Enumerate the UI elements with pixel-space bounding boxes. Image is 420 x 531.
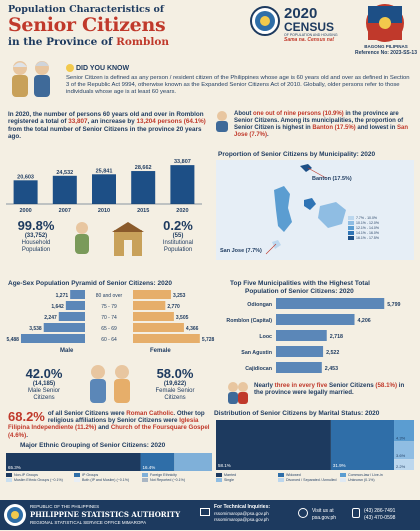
marital-chart xyxy=(216,420,414,470)
map-panel xyxy=(216,160,414,260)
pyramid-male-bar xyxy=(59,312,85,321)
mar-leg-2: Widowed xyxy=(286,473,301,477)
male-pct: 42.0% xyxy=(25,366,63,381)
married-text xyxy=(254,382,414,396)
psa-seal-icon xyxy=(252,8,278,34)
pyramid-female-bar xyxy=(133,323,184,332)
top5-category-label: Looc xyxy=(259,334,272,340)
top5-category-label: Cajidiocan xyxy=(245,366,272,372)
pyramid-age-label: 70 - 74 xyxy=(101,315,117,321)
lightbulb-icon xyxy=(66,64,74,72)
pyramid-male-value: 1,271 xyxy=(55,293,69,299)
religion-p4: . xyxy=(26,431,28,439)
did-you-know-title xyxy=(66,64,129,72)
pyramid-age-label: 80 and over xyxy=(95,293,123,299)
top5-bar xyxy=(276,298,384,309)
female-pct: 58.0% xyxy=(156,366,194,381)
sun-icon xyxy=(368,6,402,40)
top5-bar xyxy=(276,362,322,373)
eth-leg-3: Foreign Ethnicity xyxy=(150,473,177,477)
oin-v3: San Jose (7.7%) xyxy=(234,125,409,138)
romblon-island xyxy=(304,198,316,210)
tablas-island xyxy=(274,186,292,232)
pyramid-female-bar xyxy=(133,312,174,321)
map-legend-4: 14.1% - 16.0% xyxy=(356,231,379,235)
visit-line-2[interactable]: psa.gov.ph xyxy=(312,515,337,521)
sibuyan-island xyxy=(318,202,346,228)
marital-legend-row-2 xyxy=(216,478,416,483)
top5-bar-chart xyxy=(216,296,414,376)
oin-v1: one out of nine persons (10.9%) xyxy=(253,111,344,117)
trend-bar xyxy=(170,165,194,204)
top5-value-label: 4,206 xyxy=(357,318,371,324)
married-couple-icon xyxy=(224,380,252,406)
ring-icon xyxy=(224,380,252,406)
marital-legend xyxy=(216,473,416,483)
male-kpi xyxy=(10,366,78,402)
couple-icon xyxy=(80,362,140,406)
marital-stacked-bar xyxy=(216,420,414,470)
top5-value-label: 2,453 xyxy=(324,366,339,372)
census-year: 2020 xyxy=(284,5,318,22)
pyramid-male-value: 2,247 xyxy=(44,315,57,321)
title-place: Romblon xyxy=(116,36,169,48)
psa-footer-logo xyxy=(4,504,26,526)
visit-line-1: Visit us at xyxy=(312,508,334,514)
eth-leg-2: IP Groups xyxy=(82,473,99,477)
census-tagline: Sama na. Census na! xyxy=(284,37,335,43)
trend-p1: In 2020, the number of persons 60 years old and over in Romblon registered a total of xyxy=(8,111,204,126)
trend-category-label: 2010 xyxy=(97,208,111,214)
ethnic-main-label: 65.3% xyxy=(8,465,21,470)
inquiries-email-2[interactable]: rssomimaropa@psa.gov.ph xyxy=(214,517,269,522)
house-icon xyxy=(62,220,102,260)
institutional-label-1: Institutional xyxy=(162,240,194,246)
male-label-1: Male Senior xyxy=(27,388,60,394)
trend-category-label: 2015 xyxy=(137,208,150,214)
trend-value-label: 20,603 xyxy=(17,174,35,181)
map-legend-2: 10.1% - 12.0% xyxy=(356,221,379,225)
mar-leg-6: Unknown (0.1%) xyxy=(348,478,375,482)
oin-p3: and lowest in xyxy=(355,125,398,131)
pyramid-male-bar xyxy=(21,334,85,343)
trend-value-label: 28,662 xyxy=(134,165,152,172)
pyramid-male-value: 3,538 xyxy=(29,326,42,332)
org-line-2: PHILIPPINE STATISTICS AUTHORITY xyxy=(30,510,181,519)
census-sub: OF POPULATION AND HOUSING xyxy=(284,33,338,37)
ethnic-legend-row-2 xyxy=(6,478,216,483)
top5-bar xyxy=(276,330,327,341)
ethnic-bar xyxy=(6,453,212,471)
mar-leg-3: Common-law / Live-in xyxy=(348,473,383,477)
institutional-label-2: Population xyxy=(163,247,193,253)
institutional-kpi xyxy=(146,218,210,270)
household-pct: 99.8% xyxy=(17,218,55,233)
elderly-pair-icon xyxy=(80,362,140,406)
census-word: CENSUS xyxy=(284,20,335,34)
org-line-1: REPUBLIC OF THE PHILIPPINES xyxy=(30,504,100,509)
married-p3: in the province were legally married. xyxy=(254,382,405,397)
marital-title: Distribution of Senior Citizens by Marital Status: 2020 xyxy=(214,410,380,417)
male-label-2: Citizens xyxy=(33,395,55,401)
eth-leg-5: Both (IP and Muslim) (~0.1%) xyxy=(82,478,130,482)
title-line-1: Population Characteristics of xyxy=(8,4,164,15)
banton-label: Banton (17.5%) xyxy=(312,176,352,182)
trend-bar-chart xyxy=(6,138,202,214)
mar-leg-4: Single xyxy=(224,478,234,482)
institutional-pct: 0.2% xyxy=(163,218,193,233)
eth-leg-1: Non-IP Groups xyxy=(14,473,38,477)
sanjose-label: San Jose (7.7%) xyxy=(220,248,262,254)
religion-p3: and xyxy=(96,424,111,432)
female-count: (19,622) xyxy=(163,381,187,387)
ethnic-segment xyxy=(6,453,141,471)
pyramid-female-value: 4,366 xyxy=(185,326,199,332)
top5-value-label: 2,522 xyxy=(326,350,340,356)
female-kpi xyxy=(140,366,210,402)
psa-logo-icon xyxy=(4,504,26,526)
pyramid-title: Age-Sex Population Pyramid of Senior Citizens: 2020 xyxy=(8,280,172,287)
married-v1: three in every five xyxy=(274,382,328,389)
pyramid-age-label: 65 - 69 xyxy=(101,326,117,332)
trend-value-label: 33,807 xyxy=(173,159,191,166)
ethnic-segment xyxy=(174,453,212,471)
pyramid-age-label: 75 - 79 xyxy=(101,304,117,310)
pyramid-male-bar xyxy=(44,323,85,332)
trend-value-label: 25,841 xyxy=(95,168,113,175)
census-logo xyxy=(284,6,346,50)
religion-p2: . Other top religious affiliations by Senior Citizens were xyxy=(47,410,205,425)
pyramid-female-value: 5,728 xyxy=(201,337,215,343)
trend-total: 33,807 xyxy=(68,118,88,126)
eth-leg-4: Muslim Ethnic Groups (~0.1%) xyxy=(14,478,63,482)
footer xyxy=(0,500,420,530)
trend-bar xyxy=(53,176,77,204)
pyramid-male-bar xyxy=(66,301,85,310)
ethnic-second-label: 16.4% xyxy=(142,465,156,470)
pyramid-male-value: 1,642 xyxy=(51,304,64,310)
psa-logo xyxy=(250,6,280,36)
trend-category-label: 2000 xyxy=(19,208,32,214)
pyramid-female-bar xyxy=(133,290,171,299)
legend-item-5 xyxy=(348,236,379,241)
female-label-1: Female Senior xyxy=(155,388,195,394)
oin-p2: in the province are Senior Citizens. Among its municipalities, the proportion of Senior Citizen is highest in xyxy=(234,111,404,131)
one-in-nine-text xyxy=(234,111,414,139)
bagong-pilipinas-logo xyxy=(366,4,404,42)
pyramid-male-value: 5,488 xyxy=(6,337,19,343)
elderly-man-icon xyxy=(212,110,232,132)
map-legend-5: 16.1% - 17.5% xyxy=(356,236,379,240)
banton-island xyxy=(300,164,312,172)
religion-v1: Roman Catholic xyxy=(126,410,174,417)
top5-bar xyxy=(276,346,323,357)
top5-bar xyxy=(276,314,355,325)
trend-p3: from the total number of Senior Citizens in the province 20 years ago. xyxy=(8,125,202,140)
married-p2: Senior Citizens xyxy=(327,382,376,389)
hospital-icon xyxy=(110,220,146,260)
married-v2: (58.1%) xyxy=(375,382,398,389)
ethnic-stacked-bar xyxy=(6,453,212,471)
ethnic-legend xyxy=(6,473,216,483)
household-label-1: Household xyxy=(21,240,51,246)
phone-line-2: (43) 470-0598 xyxy=(364,515,396,521)
male-count: (14,185) xyxy=(32,381,56,387)
household-count: (33,752) xyxy=(24,233,48,239)
pyramid-female-label: Female xyxy=(150,348,171,354)
did-you-know-text: Senior Citizen is defined as any person / resident citizen of the Philippines whose age is 60 years old and over as defined in Section 3 of the Republic Act 9994, otherwise known as the Expanded Senior Citizens Act of 2010. Globally, older persons refer to those individuals whose age is at least 60 years. xyxy=(66,75,410,95)
top5-category-label: San Agustin xyxy=(241,350,272,356)
marital-value-label: 3.6% xyxy=(396,453,406,459)
top5-title-1: Top Five Municipalities with the Highest Total xyxy=(230,280,370,287)
map-legend-1: 7.7% - 10.0% xyxy=(356,216,378,220)
mar-leg-5: Divorced / Separated / Annulled xyxy=(286,478,337,482)
title-line-3 xyxy=(8,36,169,48)
trend-bar xyxy=(14,180,38,204)
religion-text xyxy=(8,410,212,439)
pyramid-female-bar xyxy=(133,301,165,310)
pyramid-female-value: 3,505 xyxy=(175,315,189,321)
elderly-walker-icon xyxy=(62,220,102,260)
map-legend-3: 12.1% - 14.0% xyxy=(356,226,379,230)
title-line-2: Senior Citizens xyxy=(8,14,166,36)
globe-icon xyxy=(298,508,308,518)
trend-bar xyxy=(131,171,155,204)
trend-category-label: 2007 xyxy=(58,208,71,214)
top5-value-label: 5,799 xyxy=(387,302,401,308)
mail-icon xyxy=(200,508,210,516)
elderly-couple-icon xyxy=(4,58,58,104)
oin-p1: About xyxy=(234,111,253,117)
trend-value-label: 24,532 xyxy=(56,169,74,176)
trend-increase: 13,204 persons (64.1%) xyxy=(136,118,206,126)
org-line-3: REGIONAL STATISTICAL SERVICE OFFICE MIMAROPA xyxy=(30,520,147,525)
top5-category-label: Romblon (Capital) xyxy=(226,318,272,324)
marital-value-label: 2.2% xyxy=(396,464,406,469)
romblon-map xyxy=(216,160,414,260)
pyramid-age-label: 60 - 64 xyxy=(101,337,117,343)
trend-bar xyxy=(92,174,116,204)
marital-value-label: 58.1% xyxy=(218,463,231,468)
bagong-pilipinas-label: BAGONG PILIPINAS xyxy=(364,44,408,49)
map-legend xyxy=(348,216,379,241)
inquiries-title: For Technical Inquiries: xyxy=(214,504,271,510)
household-label-2: Population xyxy=(21,247,51,253)
trend-p2: , an increase by xyxy=(87,118,137,126)
marital-segment xyxy=(216,420,331,470)
pyramid-male-bar xyxy=(70,290,85,299)
female-label-2: Citizens xyxy=(164,395,186,401)
phone-line-1: (43) 286-7491 xyxy=(364,508,396,514)
phone-icon xyxy=(352,508,360,518)
institution-building-icon xyxy=(110,220,146,260)
marital-value-label: 4.3% xyxy=(396,435,406,441)
did-you-know-label: DID YOU KNOW xyxy=(75,64,130,72)
seniors-illustration xyxy=(4,58,58,104)
top5-category-label: Odiongan xyxy=(247,302,272,308)
san-jose-island xyxy=(272,240,281,249)
trend-category-label: 2020 xyxy=(176,208,189,214)
oin-v2: Banton (17.5%) xyxy=(312,125,356,131)
pyramid-male-label: Male xyxy=(60,348,74,354)
grandpa-icon xyxy=(212,110,232,132)
religion-v3: Church of the Foursquare Gospel (4.6%) xyxy=(8,424,210,439)
institutional-count: (55) xyxy=(172,233,184,239)
trend-text xyxy=(8,111,208,140)
top5-title-2: Population of Senior Citizens: 2020 xyxy=(245,288,354,295)
religion-p1: of all Senior Citizens were xyxy=(47,410,127,417)
married-p1: Nearly xyxy=(254,382,275,389)
reference-number: Reference No: 2023-SS-13 xyxy=(355,50,417,56)
marital-value-label: 31.9% xyxy=(332,463,346,468)
ethnic-title: Major Ethnic Grouping of Senior Citizens: 2020 xyxy=(20,442,166,449)
pyramid-female-value: 2,770 xyxy=(167,304,180,310)
religion-pct: 68.2% xyxy=(8,409,45,424)
pyramid-female-value: 3,253 xyxy=(172,293,186,299)
eth-leg-6: Not Reported (~0.1%) xyxy=(150,478,186,482)
pyramid-female-bar xyxy=(133,334,200,343)
title-prefix: in the Province of xyxy=(8,36,117,48)
top5-value-label: 2,718 xyxy=(329,334,344,340)
mar-leg-1: Married xyxy=(224,473,237,477)
oin-p4: . xyxy=(267,132,269,138)
religion-v2: Iglesia Filipina Independiente (11.2%) xyxy=(8,417,199,432)
age-sex-pyramid xyxy=(6,288,215,348)
map-title: Proportion of Senior Citizens by Municipality: 2020 xyxy=(218,151,376,158)
inquiries-email-1[interactable]: rssomimaropa@psa.gov.ph xyxy=(214,511,269,516)
